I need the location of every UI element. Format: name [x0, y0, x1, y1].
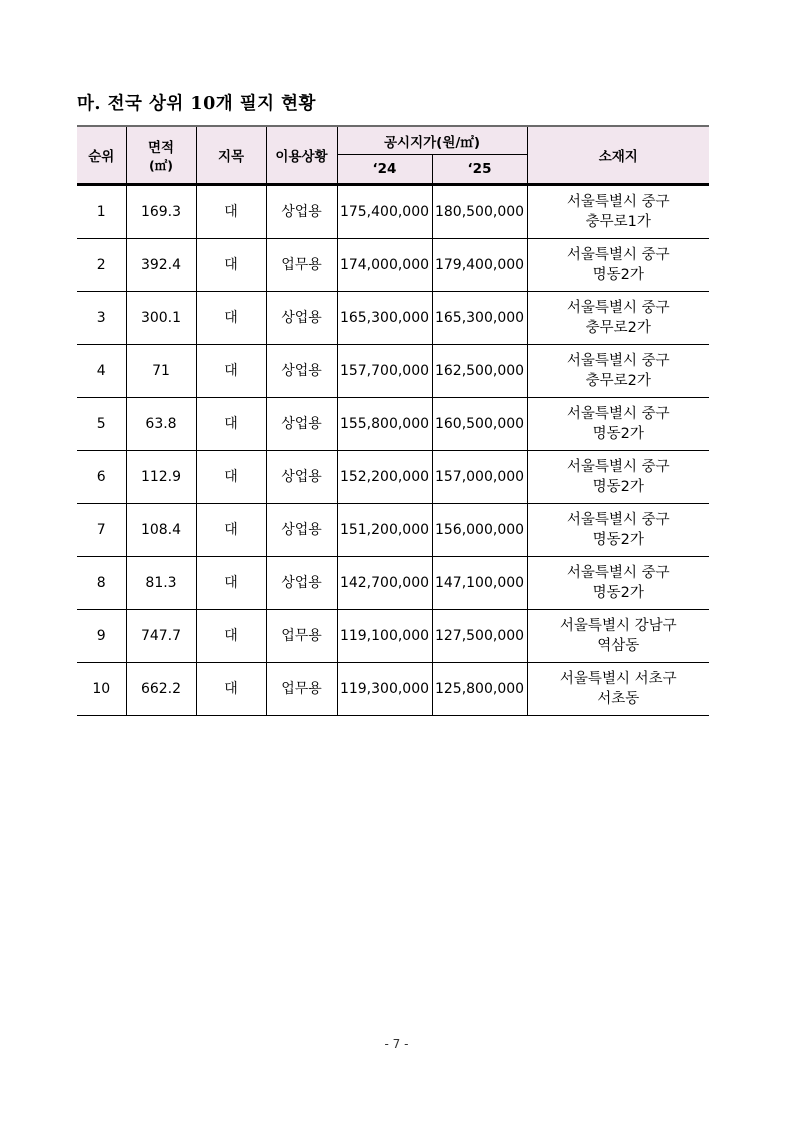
cell-price-2024: 119,300,000: [337, 663, 432, 716]
cell-land-category: 대: [196, 504, 266, 557]
cell-land-category: 대: [196, 185, 266, 239]
table-row: [77, 398, 709, 451]
cell-location: [527, 610, 709, 663]
cell-price-2025: 160,500,000: [432, 398, 527, 451]
cell-usage: 업무용: [266, 663, 337, 716]
cell-area: 747.7: [126, 610, 196, 663]
cell-location: [527, 663, 709, 716]
location-neighborhood: 서초동: [597, 691, 640, 707]
table-row: [77, 504, 709, 557]
location-district: 서울특별시 중구: [566, 512, 670, 528]
location-neighborhood: 충무로1가: [585, 214, 651, 230]
cell-area: 392.4: [126, 239, 196, 292]
cell-area: 71: [126, 345, 196, 398]
location-neighborhood: 명동2가: [592, 532, 644, 548]
cell-usage: 상업용: [266, 451, 337, 504]
location-neighborhood: 충무로2가: [585, 320, 651, 336]
table-row: [77, 292, 709, 345]
table-row: [77, 239, 709, 292]
location-neighborhood: 명동2가: [592, 267, 644, 283]
table-header: [77, 126, 709, 185]
cell-rank: 2: [77, 239, 126, 292]
cell-price-2025: 157,000,000: [432, 451, 527, 504]
cell-price-2025: 156,000,000: [432, 504, 527, 557]
header-rank: 순위: [77, 126, 126, 185]
table-row: [77, 185, 709, 239]
cell-usage: 상업용: [266, 504, 337, 557]
cell-rank: 10: [77, 663, 126, 716]
cell-price-2025: 125,800,000: [432, 663, 527, 716]
cell-location: [527, 451, 709, 504]
location-district: 서울특별시 중구: [566, 406, 670, 422]
cell-rank: 4: [77, 345, 126, 398]
cell-usage: 상업용: [266, 557, 337, 610]
location-neighborhood: 명동2가: [592, 479, 644, 495]
cell-area: 300.1: [126, 292, 196, 345]
table-row: [77, 557, 709, 610]
location-district: 서울특별시 중구: [566, 300, 670, 316]
header-land-category: 지목: [196, 126, 266, 185]
cell-area: 63.8: [126, 398, 196, 451]
cell-land-category: 대: [196, 610, 266, 663]
cell-price-2025: 180,500,000: [432, 185, 527, 239]
cell-land-category: 대: [196, 398, 266, 451]
cell-location: [527, 504, 709, 557]
cell-rank: 8: [77, 557, 126, 610]
cell-usage: 상업용: [266, 345, 337, 398]
location-district: 서울특별시 중구: [566, 353, 670, 369]
table-row: [77, 663, 709, 716]
cell-price-2025: 162,500,000: [432, 345, 527, 398]
cell-usage: 상업용: [266, 185, 337, 239]
header-year-2024: ‘24: [337, 155, 432, 185]
cell-land-category: 대: [196, 239, 266, 292]
location-district: 서울특별시 서초구: [559, 671, 677, 687]
header-year-2025: ‘25: [432, 155, 527, 185]
page-number: - 7 -: [384, 1037, 409, 1051]
cell-rank: 7: [77, 504, 126, 557]
cell-price-2024: 174,000,000: [337, 239, 432, 292]
cell-usage: 상업용: [266, 292, 337, 345]
top-10-parcels-table: [77, 125, 709, 716]
cell-price-2024: 152,200,000: [337, 451, 432, 504]
cell-location: [527, 345, 709, 398]
cell-price-2025: 147,100,000: [432, 557, 527, 610]
cell-usage: 상업용: [266, 398, 337, 451]
cell-rank: 3: [77, 292, 126, 345]
header-area-label: 면적: [147, 140, 175, 156]
header-location: 소재지: [527, 126, 709, 185]
table-row: [77, 451, 709, 504]
cell-area: 81.3: [126, 557, 196, 610]
cell-location: [527, 398, 709, 451]
header-area-unit: (㎡): [149, 158, 173, 173]
cell-location: [527, 239, 709, 292]
cell-price-2024: 165,300,000: [337, 292, 432, 345]
cell-price-2024: 142,700,000: [337, 557, 432, 610]
cell-price-2025: 127,500,000: [432, 610, 527, 663]
cell-usage: 업무용: [266, 610, 337, 663]
cell-land-category: 대: [196, 292, 266, 345]
header-price-group: 공시지가(원/㎡): [337, 126, 527, 155]
cell-rank: 6: [77, 451, 126, 504]
cell-location: [527, 292, 709, 345]
location-district: 서울특별시 강남구: [559, 618, 677, 634]
location-district: 서울특별시 중구: [566, 565, 670, 581]
cell-price-2025: 165,300,000: [432, 292, 527, 345]
header-usage: 이용상황: [266, 126, 337, 185]
location-neighborhood: 명동2가: [592, 585, 644, 601]
cell-land-category: 대: [196, 557, 266, 610]
cell-price-2024: 157,700,000: [337, 345, 432, 398]
cell-land-category: 대: [196, 663, 266, 716]
location-district: 서울특별시 중구: [566, 247, 670, 263]
cell-area: 662.2: [126, 663, 196, 716]
cell-area: 112.9: [126, 451, 196, 504]
location-neighborhood: 명동2가: [592, 426, 644, 442]
table-body: [77, 185, 709, 716]
cell-price-2025: 179,400,000: [432, 239, 527, 292]
location-district: 서울특별시 중구: [566, 194, 670, 210]
cell-price-2024: 119,100,000: [337, 610, 432, 663]
cell-rank: 5: [77, 398, 126, 451]
cell-rank: 1: [77, 185, 126, 239]
table-row: [77, 610, 709, 663]
table-row: [77, 345, 709, 398]
location-district: 서울특별시 중구: [566, 459, 670, 475]
cell-price-2024: 175,400,000: [337, 185, 432, 239]
location-neighborhood: 역삼동: [597, 638, 640, 654]
cell-location: [527, 557, 709, 610]
cell-land-category: 대: [196, 451, 266, 504]
cell-rank: 9: [77, 610, 126, 663]
cell-land-category: 대: [196, 345, 266, 398]
cell-price-2024: 151,200,000: [337, 504, 432, 557]
cell-usage: 업무용: [266, 239, 337, 292]
cell-price-2024: 155,800,000: [337, 398, 432, 451]
cell-area: 108.4: [126, 504, 196, 557]
header-area: [126, 126, 196, 185]
section-title: 마. 전국 상위 10개 필지 현황: [77, 94, 316, 114]
cell-location: [527, 185, 709, 239]
location-neighborhood: 충무로2가: [585, 373, 651, 389]
cell-area: 169.3: [126, 185, 196, 239]
